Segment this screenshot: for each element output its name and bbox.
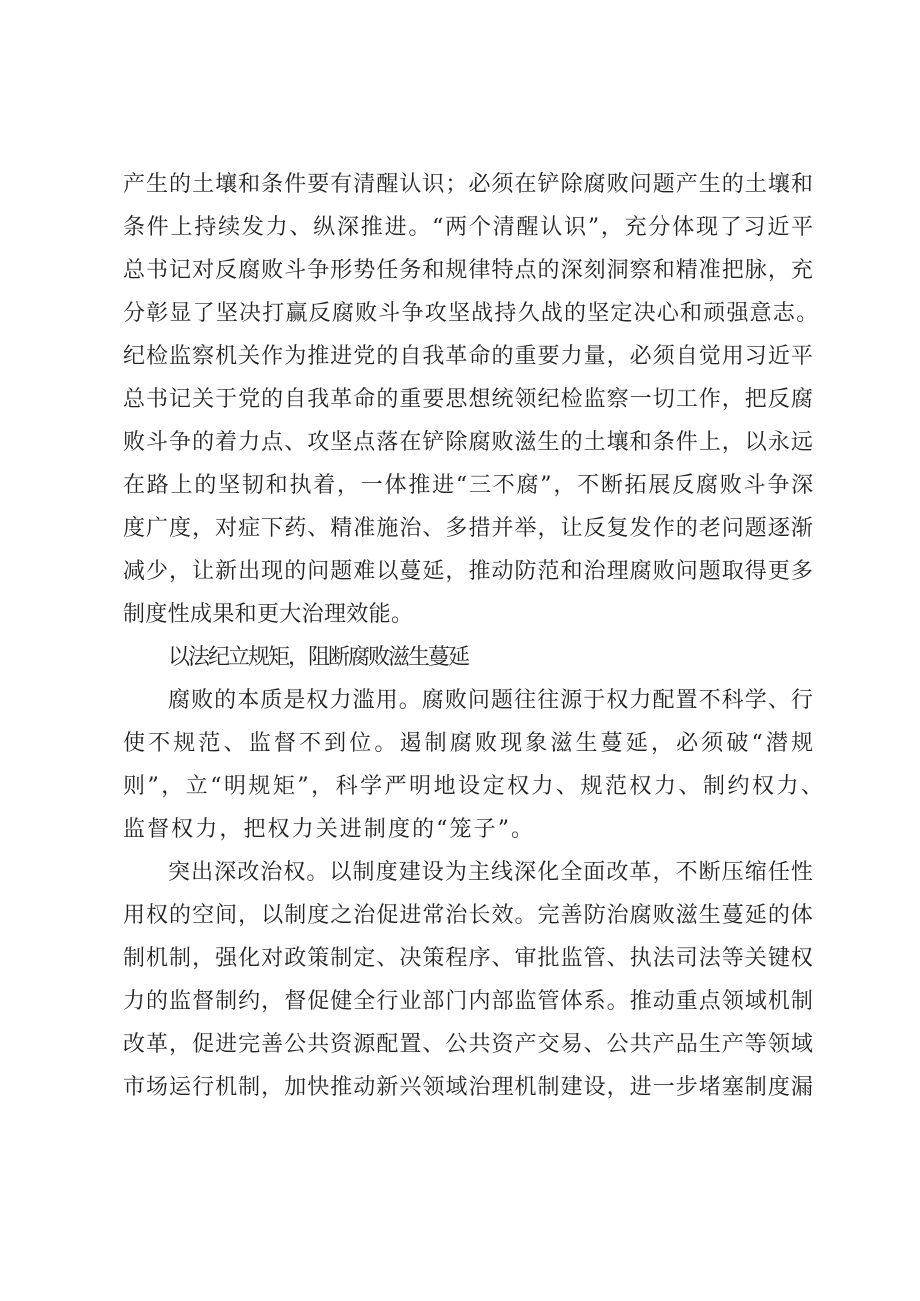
text-line: 度广度，对症下药、精准施治、多措并举，让反复发作的老问题逐渐 [123, 516, 814, 541]
text-line: 总书记关于党的自我革命的重要思想统领纪检监察一切工作，把反腐 [123, 387, 814, 412]
text-line: 力的监督制约，督促健全行业部门内部监管体系。推动重点领域机制 [123, 989, 814, 1014]
text-line: 分彰显了坚决打赢反腐败斗争攻坚战持久战的坚定决心和顽强意志。 [123, 301, 820, 326]
text-line: 减少，让新出现的问题难以蔓延，推动防范和治理腐败问题取得更多 [123, 559, 814, 584]
text-line: 制机制，强化对政策制定、决策程序、审批监管、执法司法等关键权 [123, 946, 814, 971]
text-line: 用权的空间，以制度之治促进常治长效。完善防治腐败滋生蔓延的体 [123, 903, 814, 928]
text-line: 产生的土壤和条件要有清醒认识；必须在铲除腐败问题产生的土壤和 [123, 172, 814, 197]
text-line: 改革，促进完善公共资源配置、公共资产交易、公共产品生产等领域 [123, 1032, 814, 1057]
text-line: 监督权力，把权力关进制度的“笼子”。 [123, 817, 536, 842]
text-line: 纪检监察机关作为推进党的自我革命的重要力量，必须自觉用习近平 [123, 344, 814, 369]
text-line: 败斗争的着力点、攻坚点落在铲除腐败滋生的土壤和条件上，以永远 [123, 430, 814, 455]
text-line: 市场运行机制，加快推动新兴领域治理机制建设，进一步堵塞制度漏 [123, 1075, 814, 1100]
text-line: 在路上的坚韧和执着，一体推进“三不腐”，不断拓展反腐败斗争深 [123, 473, 815, 498]
text-line: 突出深改治权。以制度建设为主线深化全面改革，不断压缩任性 [168, 860, 814, 885]
section-heading: 以法纪立规矩，阻断腐败滋生蔓延 [168, 645, 469, 670]
text-line: 总书记对反腐败斗争形势任务和规律特点的深刻洞察和精准把脉，充 [123, 258, 814, 283]
text-line: 使不规范、监督不到位。遏制腐败现象滋生蔓延，必须破“潜规 [123, 731, 817, 756]
text-line: 条件上持续发力、纵深推进。“两个清醒认识”，充分体现了习近平 [123, 215, 815, 240]
text-line: 腐败的本质是权力滥用。腐败问题往往源于权力配置不科学、行 [168, 688, 814, 713]
text-line: 则”，立“明规矩”，科学严明地设定权力、规范权力、制约权力、 [123, 774, 826, 799]
text-line: 制度性成果和更大治理效能。 [123, 602, 414, 627]
